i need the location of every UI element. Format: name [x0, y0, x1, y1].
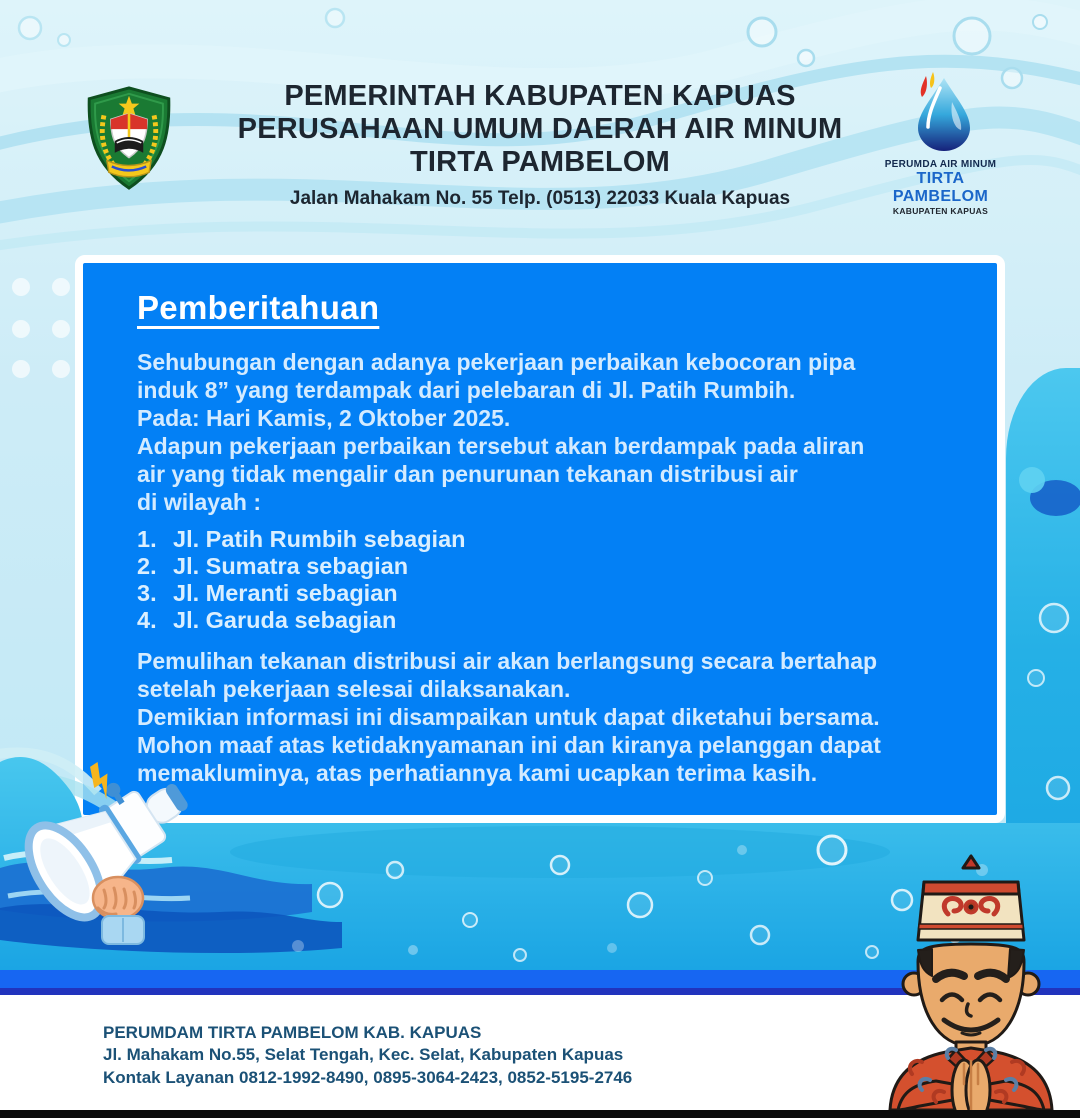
- megaphone-icon: [16, 758, 196, 953]
- list-number: 1.: [137, 526, 157, 552]
- list-item: [137, 526, 957, 553]
- footer-company: PERUMDAM TIRTA PAMBELOM KAB. KAPUAS: [103, 1023, 482, 1042]
- decor-dot: [12, 320, 30, 338]
- body-line: induk 8” yang terdampak dari pelebaran di Jl. Patih Rumbih.: [137, 377, 796, 403]
- list-label: Jl. Meranti sebagian: [173, 580, 398, 606]
- decor-dot: [12, 360, 30, 378]
- water-drop-icon: [906, 72, 976, 152]
- perumda-label-1: PERUMDA AIR MINUM: [884, 159, 997, 170]
- body-line: air yang tidak mengalir dan penurunan tekanan distribusi air: [137, 461, 798, 487]
- org-line-3: TIRTA PAMBELOM: [409, 146, 670, 178]
- list-number: 4.: [137, 607, 157, 633]
- perumda-label-3: KABUPATEN KAPUAS: [892, 206, 989, 216]
- body-line: di wilayah :: [137, 489, 261, 515]
- bottom-edge-bar: [0, 1110, 1080, 1118]
- org-line-1: PEMERINTAH KABUPATEN KAPUAS: [284, 80, 796, 112]
- mascot-greeting-icon: [852, 852, 1080, 1110]
- list-label: Jl. Patih Rumbih sebagian: [173, 526, 466, 552]
- decor-dot: [52, 320, 70, 338]
- list-label: Jl. Garuda sebagian: [173, 607, 397, 633]
- body-line: Pada: Hari Kamis, 2 Oktober 2025.: [137, 405, 511, 431]
- org-line-2: PERUSAHAAN UMUM DAERAH AIR MINUM: [237, 113, 843, 145]
- list-item: [137, 580, 957, 607]
- list-number: 3.: [137, 580, 157, 606]
- decor-dot: [52, 278, 70, 296]
- perumda-logo: [868, 72, 1013, 216]
- closing-line: Pemulihan tekanan distribusi air akan berlangsung secara bertahap: [137, 648, 878, 674]
- closing-line: Demikian informasi ini disampaikan untuk dapat diketahui bersama.: [137, 704, 880, 730]
- footer-contact-block: [103, 1022, 632, 1089]
- decor-dot: [12, 278, 30, 296]
- notice-body: [137, 348, 957, 516]
- list-number: 2.: [137, 553, 157, 579]
- list-item: [137, 553, 957, 580]
- closing-line: memakluminya, atas perhatiannya kami ucapkan terima kasih.: [137, 760, 818, 786]
- perumda-label-2: TIRTA PAMBELOM: [892, 170, 989, 205]
- footer-contact: Kontak Layanan 0812-1992-8490, 0895-3064-2423, 0852-5195-2746: [103, 1068, 633, 1087]
- org-address: Jalan Mahakam No. 55 Telp. (0513) 22033 Kuala Kapuas: [289, 188, 791, 209]
- body-line: Sehubungan dengan adanya pekerjaan perbaikan kebocoran pipa: [137, 349, 856, 375]
- kapuas-crest-icon: [82, 84, 176, 192]
- body-line: Adapun pekerjaan perbaikan tersebut akan berdampak pada aliran: [137, 433, 865, 459]
- list-label: Jl. Sumatra sebagian: [173, 553, 409, 579]
- affected-areas-list: [137, 526, 957, 634]
- notice-title: Pemberitahuan: [137, 289, 380, 326]
- list-item: [137, 607, 957, 634]
- footer-address: Jl. Mahakam No.55, Selat Tengah, Kec. Selat, Kabupaten Kapuas: [103, 1045, 624, 1064]
- closing-line: setelah pekerjaan selesai dilaksanakan.: [137, 676, 571, 702]
- closing-line: Mohon maaf atas ketidaknyamanan ini dan kiranya pelanggan dapat: [137, 732, 881, 758]
- decor-dot: [52, 360, 70, 378]
